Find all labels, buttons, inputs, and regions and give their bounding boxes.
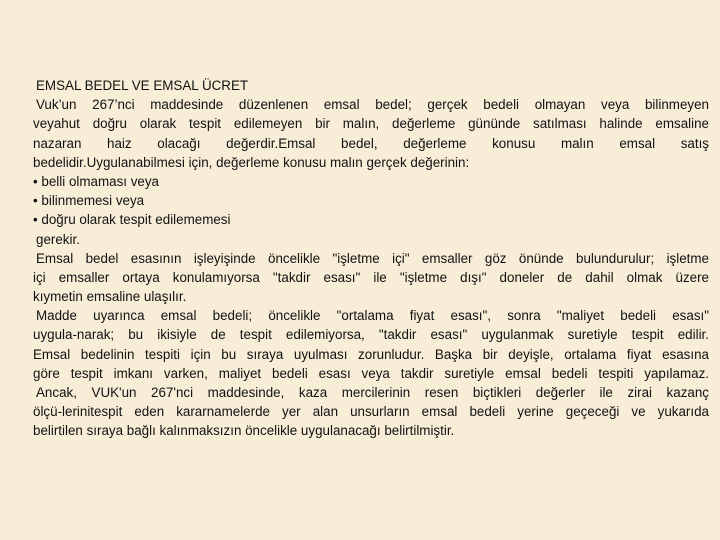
text-line: içi emsaller ortaya konulamıyorsa "takdir esası" ile "işletme dışı" doneler de dahil olmak üzere bbox=[33, 269, 709, 285]
text-line: gerekir. bbox=[36, 231, 80, 247]
text-line: • bilinmemesi veya bbox=[33, 193, 145, 209]
document-title: EMSAL BEDEL VE EMSAL ÜCRET bbox=[36, 78, 249, 93]
text-line: Vuk’un 267’nci maddesinde düzenlenen emsal bedel; gerçek bedeli olmayan veya bilinmeyen bbox=[36, 97, 709, 113]
text-line: ölçü-lerinitespit eden kararnamelerde yer alan unsurların emsal bedeli yerine geçeceği ve yukarıda bbox=[33, 404, 709, 420]
text-line: göre tespit imkanı varken, maliyet bedeli esası veya takdir suretiyle emsal bedeli tespiti yapılamaz. bbox=[33, 365, 709, 381]
paragraph-lines bbox=[33, 95, 709, 440]
text-line: Emsal bedelinin tespiti için bu sıraya uyulması zorunludur. Başka bir deyişle, ortalama fiyat esasına bbox=[33, 346, 709, 362]
text-line: Madde uyarınca emsal bedeli; öncelikle "ortalama fiyat esası", sonra "maliyet bedeli esası" bbox=[36, 308, 709, 324]
text-line: Ancak, VUK'un 267'nci maddesinde, kaza mercilerinin resen biçtikleri değerler ile zirai kazanç bbox=[36, 385, 709, 400]
text-line: bedelidir.Uygulanabilmesi için, değerleme konusu malın gerçek değerinin: bbox=[33, 154, 470, 170]
text-line: • belli olmaması veya bbox=[33, 173, 159, 189]
document-body bbox=[33, 76, 709, 441]
text-line: uygula-narak; bu ikisiyle de tespit edilemiyorsa, "takdir esası" uygulanmak suretiyle tespit edilir. bbox=[33, 327, 709, 343]
text-line: veyahut doğru olarak tespit edilemeyen bir malın, değerleme gününde satılması halinde emsaline bbox=[33, 116, 709, 132]
text-line: belirtilen sıraya bağlı kalınmaksızın öncelikle uygulanacağı belirtilmiştir. bbox=[33, 423, 455, 439]
text-line: Emsal bedel esasının işleyişinde öncelikle "işletme içi" emsaller göz önünde bulundurulur; işletme bbox=[36, 250, 709, 266]
text-line: nazaran haiz olacağı değerdir.Emsal bedel, değerleme konusu malın emsal satış bbox=[33, 135, 709, 151]
text-line: • doğru olarak tespit edilememesi bbox=[33, 212, 231, 228]
text-line: kıymetin emsaline ulaşılır. bbox=[33, 289, 187, 305]
